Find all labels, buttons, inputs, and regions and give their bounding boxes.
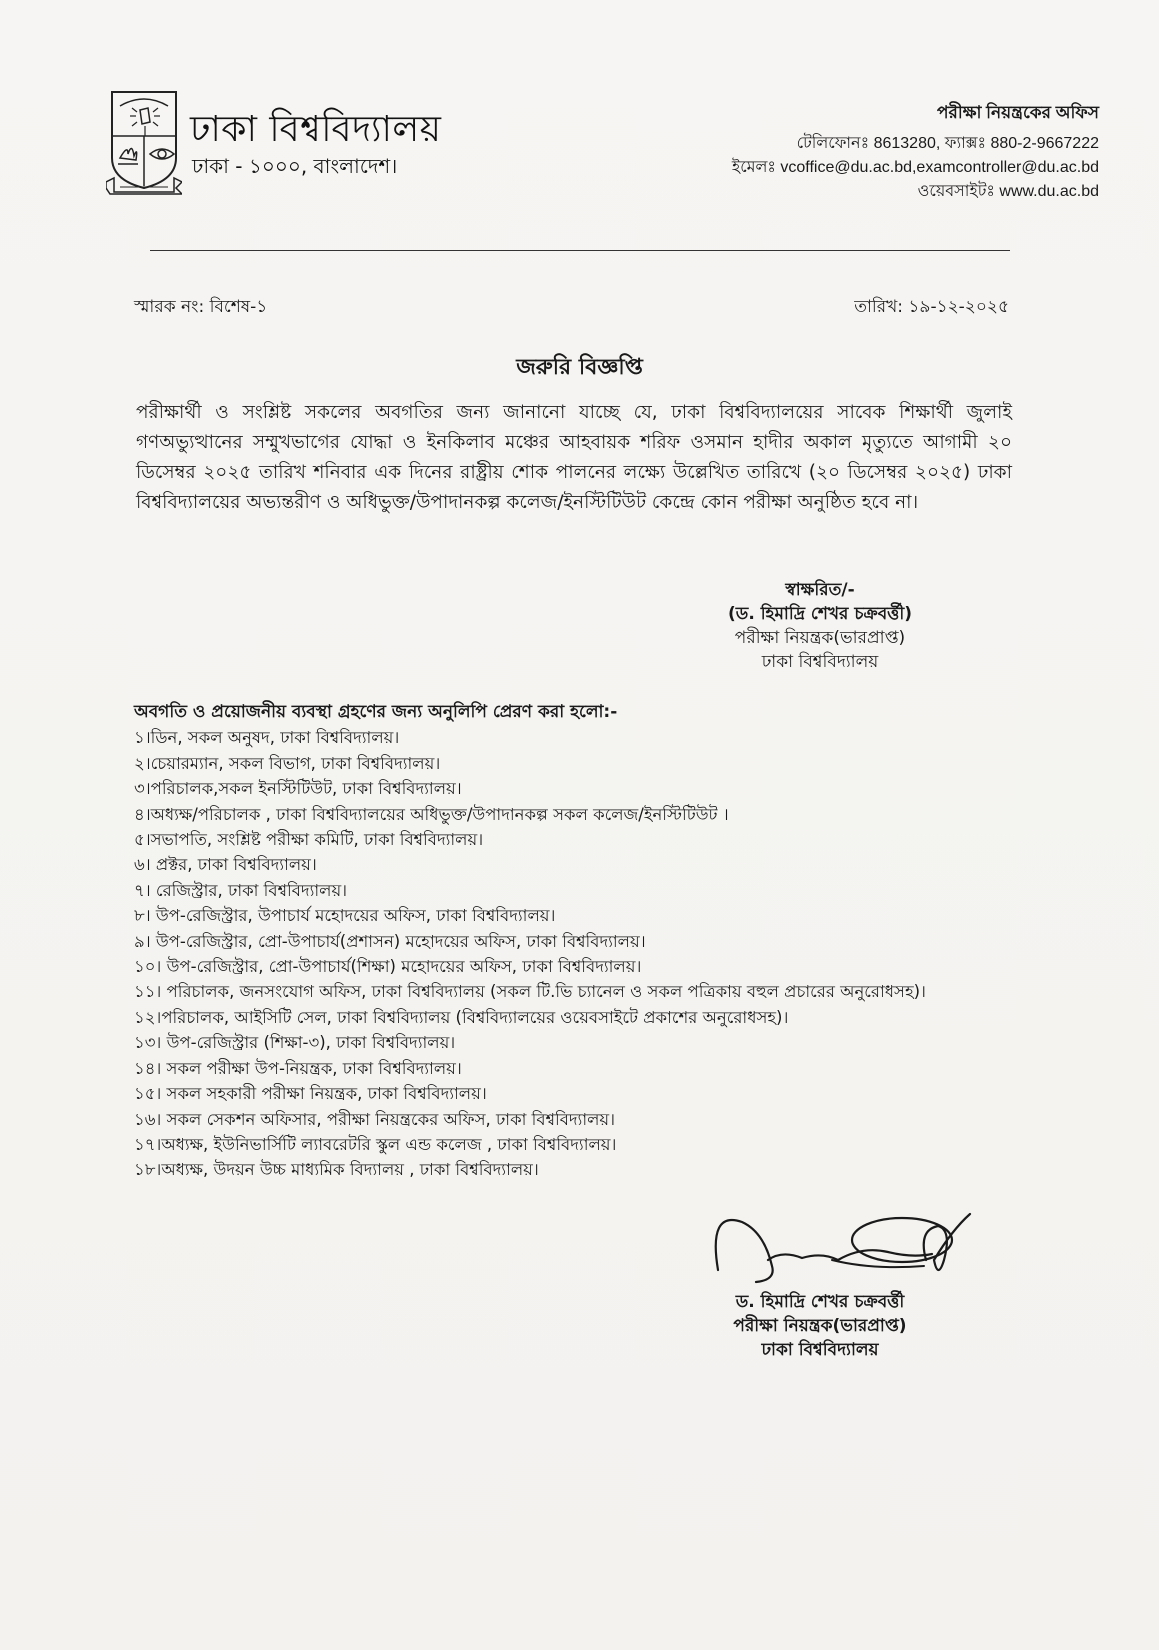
university-address: ঢাকা - ১০০০, বাংলাদেশ। [192, 154, 398, 178]
cc-list-item: ১৩। উপ-রেজিস্ট্রার (শিক্ষা-৩), ঢাকা বিশ্ববিদ্যালয়। [134, 1033, 456, 1053]
cc-list-item: ২।চেয়ারম্যান, সকল বিভাগ, ঢাকা বিশ্ববিদ্যালয়। [134, 753, 441, 773]
cc-list-item: ১১। পরিচালক, জনসংযোগ অফিস, ঢাকা বিশ্ববিদ্যালয় (সকল টি.ভি চ্যানেল ও সকল পত্রিকায় বহুল প্রচারের অনুরোধসহ)। [134, 982, 926, 1002]
office-website: ওয়েবসাইটঃ www.du.ac.bd [917, 183, 1099, 200]
office-phone-fax: টেলিফোনঃ 8613280, ফ্যাক্সঃ 880-2-9667222 [796, 135, 1099, 152]
signer-designation: পরীক্ষা নিয়ন্ত্রক(ভারপ্রাপ্ত) [734, 628, 906, 648]
cc-list-item: ১৭।অধ্যক্ষ, ইউনিভার্সিটি ল্যাবরেটরি স্কুল এন্ড কলেজ , ঢাকা বিশ্ববিদ্যালয়। [134, 1134, 617, 1154]
memo-date: তারিখ: ১৯-১২-২০২৫ [854, 297, 1009, 317]
notice-body: পরীক্ষার্থী ও সংশ্লিষ্ট সকলের অবগতির জন্য জানানো যাচ্ছে যে, ঢাকা বিশ্ববিদ্যালয়ের সাবেক শিক্ষার্থী জুলাই গণঅভ্যুত্থানের সম্মুখভাগের যোদ্ধা ও ইনকিলাব মঞ্চের আহবায়ক শরিফ ওসমান হাদীর অকাল মৃত্যুতে আগামী ২০ ডিসেম্বর ২০২৫ তারিখ শনিবার এক দিনের রাষ্ট্রীয় শোক পালনের লক্ষ্যে উল্লেখিত তারিখে (২০ ডিসেম্বর ২০২৫) ঢাকা বিশ্ববিদ্যালয়ের অভ্যন্তরীণ ও অধিভুক্ত/উপাদানকল্প কলেজ/ইনস্টিটিউট কেন্দ্রে কোন পরীক্ষা অনুষ্ঠিত হবে না। [136, 402, 1012, 513]
cc-list-item: ১০। উপ-রেজিস্ট্রার, প্রো-উপাচার্য(শিক্ষা) মহোদয়ের অফিস, ঢাকা বিশ্ববিদ্যালয়। [134, 957, 642, 977]
cc-list-item: ৮। উপ-রেজিস্ট্রার, উপাচার্য মহোদয়ের অফিস, ঢাকা বিশ্ববিদ্যালয়। [134, 906, 556, 926]
cc-list-item: ৫।সভাপতি, সংশ্লিষ্ট পরীক্ষা কমিটি, ঢাকা বিশ্ববিদ্যালয়। [134, 830, 484, 850]
memo-reference: স্মারক নং: বিশেষ-১ [134, 297, 268, 317]
cc-list-item: ৭। রেজিস্ট্রার, ঢাকা বিশ্ববিদ্যালয়। [134, 880, 348, 900]
header-divider [150, 250, 1010, 251]
university-crest-icon [106, 88, 182, 198]
signatory-designation: পরীক্ষা নিয়ন্ত্রক(ভারপ্রাপ্ত) [733, 1316, 907, 1336]
handwritten-signature-icon [712, 1200, 972, 1290]
signed-label: স্বাক্ষরিত/- [785, 580, 855, 600]
cc-list-item: ৬। প্রক্টর, ঢাকা বিশ্ববিদ্যালয়। [134, 855, 317, 875]
cc-list-item: ১২।পরিচালক, আইসিটি সেল, ঢাকা বিশ্ববিদ্যালয় (বিশ্ববিদ্যালয়ের ওয়েবসাইটে প্রকাশের অনুরোধসহ)। [134, 1007, 789, 1027]
cc-list-item: ৯। উপ-রেজিস্ট্রার, প্রো-উপাচার্য(প্রশাসন) মহোদয়ের অফিস, ঢাকা বিশ্ববিদ্যালয়। [134, 931, 646, 951]
cc-list-item: ১৬। সকল সেকশন অফিসার, পরীক্ষা নিয়ন্ত্রকের অফিস, ঢাকা বিশ্ববিদ্যালয়। [134, 1109, 616, 1129]
office-email: ইমেলঃ vcoffice@du.ac.bd,examcontroller@du.ac.bd [731, 159, 1099, 176]
cc-list-item: ১।ডিন, সকল অনুষদ, ঢাকা বিশ্ববিদ্যালয়। [134, 728, 400, 748]
signer-name: (ড. হিমাদ্রি শেখর চক্রবর্ত্তী) [728, 604, 912, 624]
office-title: পরীক্ষা নিয়ন্ত্রকের অফিস [936, 103, 1099, 122]
cc-list-item: ১৫। সকল সহকারী পরীক্ষা নিয়ন্ত্রক, ঢাকা বিশ্ববিদ্যালয়। [134, 1084, 487, 1104]
office-contact-block [732, 100, 1099, 204]
signer-institution: ঢাকা বিশ্ববিদ্যালয় [761, 652, 879, 672]
signatory-institution: ঢাকা বিশ্ববিদ্যালয় [761, 1340, 879, 1360]
signed-block [680, 578, 960, 674]
cc-list-item: ৪।অধ্যক্ষ/পরিচালক , ঢাকা বিশ্ববিদ্যালয়ের অধিভুক্ত/উপাদানকল্প সকল কলেজ/ইনস্টিটিউট । [134, 804, 729, 824]
cc-list-item: ১৪। সকল পরীক্ষা উপ-নিয়ন্ত্রক, ঢাকা বিশ্ববিদ্যালয়। [134, 1058, 462, 1078]
copy-distribution-list [134, 700, 994, 1183]
signatory-block [680, 1290, 960, 1362]
cc-list-item: ১৮।অধ্যক্ষ, উদয়ন উচ্চ মাধ্যমিক বিদ্যালয় , ঢাকা বিশ্ববিদ্যালয়। [134, 1160, 539, 1180]
signatory-name: ড. হিমাদ্রি শেখর চক্রবর্ত্তী [735, 1292, 905, 1312]
notice-title: জরুরি বিজ্ঞপ্তি [516, 355, 643, 380]
cc-heading: অবগতি ও প্রয়োজনীয় ব্যবস্থা গ্রহণের জন্য অনুলিপি প্রেরণ করা হলো:- [134, 702, 618, 722]
cc-list-item: ৩।পরিচালক,সকল ইনস্টিটিউট, ঢাকা বিশ্ববিদ্যালয়। [134, 779, 462, 799]
university-name: ঢাকা বিশ্ববিদ্যালয় [190, 109, 442, 150]
